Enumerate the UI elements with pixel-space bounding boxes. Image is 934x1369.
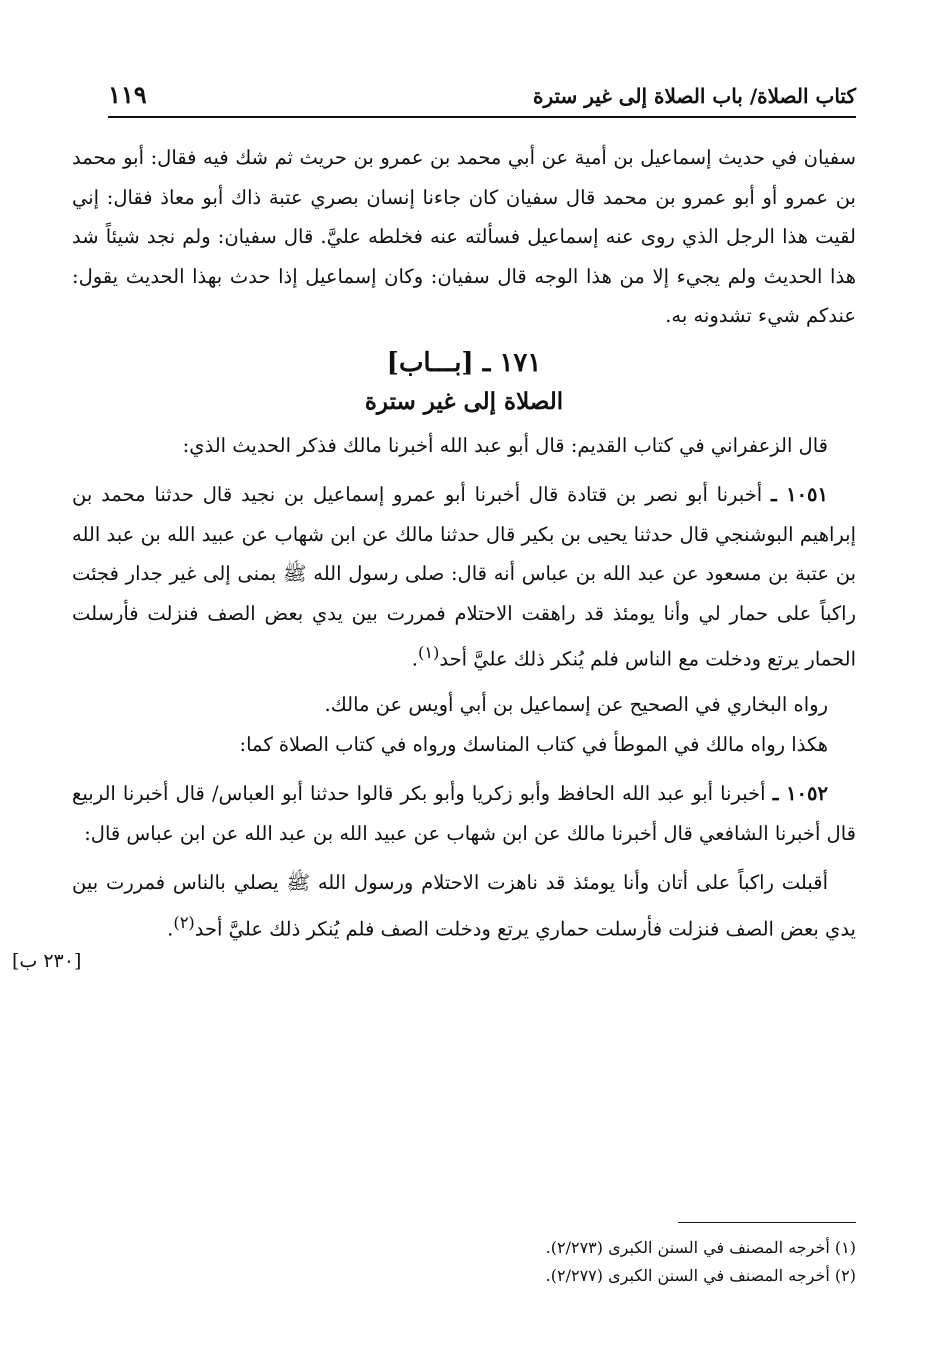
page-body [72, 138, 856, 949]
chapter-number: ١٧١ ـ [بـــاب] [386, 347, 542, 378]
paragraph-text: أقبلت راكباً على أتان وأنا يومئذ قد ناهزت الاحتلام ورسول الله ﷺ يصلي بالناس فمررت بين يدي بعض الصف فنزلت فأرسلت حماري يرتع ودخلت الصف فلم يُنكر ذلك عليَّ أحد [72, 871, 856, 940]
hadith-text: أخبرنا أبو نصر بن قتادة قال أخبرنا أبو عمرو إسماعيل بن نجيد قال حدثنا محمد بن إبراهيم البوشنجي قال حدثنا يحيى بن بكير قال حدثنا مالك عن ابن شهاب عن عبيد الله بن عبد الله بن عتبة بن مسعود عن عبد الله بن عباس أنه قال: صلى رسول الله ﷺ بمنى إلى غير جدار فجئت راكباً على حمار لي وأنا يومئذ قد راهقت الاحتلام فمررت بين يدي بعض الصف فنزلت فأرسلت الحمار يرتع ودخلت مع الناس فلم يُنكر ذلك عليَّ أحد [72, 483, 856, 671]
paragraph-zafarani: قال الزعفراني في كتاب القديم: قال أبو عبد الله أخبرنا مالك فذكر الحديث الذي: [182, 433, 828, 457]
hadith-text: أخبرنا أبو عبد الله الحافظ وأبو زكريا وأبو بكر قالوا حدثنا أبو العباس/ قال أخبرنا الربيع قال أخبرنا الشافعي قال أخبرنا مالك عن ابن شهاب عن عبيد الله بن عبد الله عن ابن عباس قال: [72, 782, 856, 845]
footnote-ref: (٢) [173, 912, 195, 932]
intro-paragraph: سفيان في حديث إسماعيل بن أمية عن أبي محمد بن عمرو بن حريث ثم شك فيه فقال: أبو محمد بن عمرو أو أبو عمرو بن محمد قال سفيان كان جاءنا إنسان بصري عتبة ذاك أبو معاذ فقال: إني لقيت هذا الرجل الذي روى عنه إسماعيل فسألته عنه فخلطه عليَّ. قال سفيان: ولم نجد شيئاً شد هذا الحديث ولم يجيء إلا من هذا الوجه قال سفيان: وكان إسماعيل إذا حدث بهذا الحديث يقول: عندكم شيء تشدونه به. [72, 146, 856, 327]
hadith-1052 [72, 774, 856, 853]
footnote-divider [678, 1222, 856, 1223]
manuscript-folio-note: [٢٣٠ ب] [12, 950, 82, 972]
hadith-number: ١٠٥١ ـ [770, 483, 828, 506]
paragraph-ibn-abbas: أقبلت راكباً على أتان وأنا يومئذ قد ناهزت الاحتلام ورسول الله ﷺ يصلي بالناس فمررت بين يدي بعض الصف فنزلت فأرسلت حماري يرتع ودخلت الصف فلم يُنكر ذلك عليَّ أحد$^{(٢)}$. [72, 871, 856, 940]
footnote-2: (٢) أخرجه المصنف في السنن الكبرى (٢/٢٧٧). [545, 1266, 856, 1285]
hadith-number: ١٠٥٢ ـ [772, 782, 828, 805]
running-title: كتاب الصلاة/ باب الصلاة إلى غير سترة [532, 84, 856, 108]
hadith-1051: ١٠٥١ ـ أخبرنا أبو نصر بن قتادة قال أخبرنا أبو عمرو إسماعيل بن نجيد قال حدثنا محمد بن إبراهيم البوشنجي قال حدثنا يحيى بن بكير قال حدثنا مالك عن ابن شهاب عن عبيد الله بن عبد الله بن عتبة بن مسعود عن عبد الله بن عباس أنه قال: صلى رسول الله ﷺ بمنى إلى غير جدار فجئت راكباً على حمار لي وأنا يومئذ قد راهقت الاحتلام فمررت بين يدي بعض الصف فنزلت فأرسلت الحمار يرتع ودخلت مع الناس فلم يُنكر ذلك عليَّ أحد$^{(١)}$. [72, 483, 856, 671]
chapter-title: الصلاة إلى غير سترة [364, 387, 564, 415]
page-number: ١١٩ [108, 80, 147, 109]
paragraph-malik: هكذا رواه مالك في الموطأ في كتاب المناسك ورواه في كتاب الصلاة كما: [239, 732, 828, 756]
footnotes [546, 1234, 856, 1290]
footnote-1: (١) أخرجه المصنف في السنن الكبرى (٢/٢٧٣). [545, 1238, 856, 1257]
page-header [108, 76, 856, 118]
footnote-ref: (١) [417, 643, 440, 662]
paragraph-bukhari: رواه البخاري في الصحيح عن إسماعيل بن أبي أويس عن مالك. [324, 693, 828, 716]
